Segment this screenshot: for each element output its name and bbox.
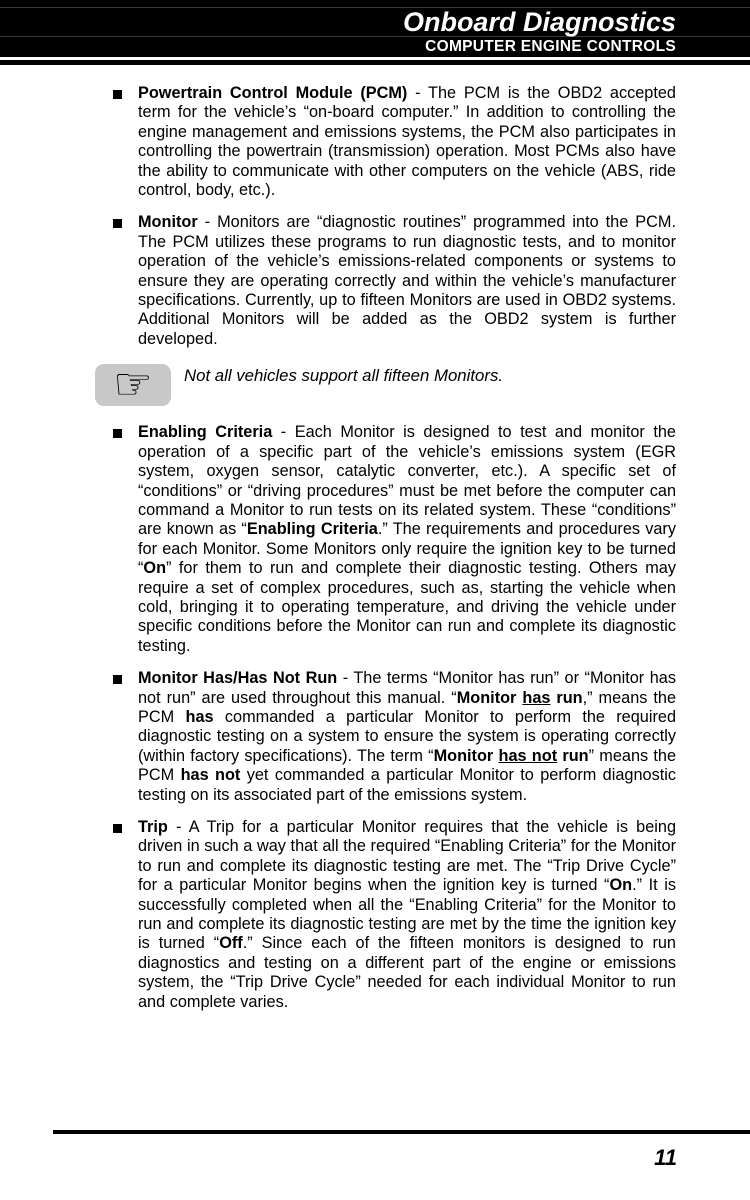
bullet-square-icon [113,219,122,228]
bullet-item-monitor [113,213,676,349]
page-header [0,0,750,57]
bullet-square-icon [113,824,122,833]
bullet-item-enabling-criteria [113,423,676,656]
bullet-item-pcm [113,84,676,200]
page-content [0,65,750,1012]
bullet-square-icon [113,429,122,438]
page-title: Onboard Diagnostics [402,6,676,37]
bullet-square-icon [113,675,122,684]
header-title-row [0,8,750,37]
bullet-text-monitor: Monitor - Monitors are “diagnostic routines” programmed into the PCM. The PCM utilizes these programs to run diagnostic tests, and to monitor operation of the vehicle’s emissions-related components or systems to ensure they are operating correctly and within the vehicle’s manufacturer specifications. Currently, up to fifteen Monitors are used in OBD2 systems. Additional Monitors will be added as the OBD2 system is further developed. [138,213,676,348]
bullet-text-monitor-has-run: Monitor Has/Has Not Run - The terms “Monitor has run” or “Monitor has not run” are used throughout this manual. “Monitor has run,” means the PCM has commanded a particular Monitor to perform the required diagnostic testing on a system to ensure the system is operating correctly (within factory specifications). The term “Monitor has not run” means the PCM has not yet commanded a particular Monitor to perform diagnostic testing on its associated part of the emissions system. [138,669,677,804]
header-subtitle-row [0,37,750,57]
bullet-text-trip: Trip - A Trip for a particular Monitor requires that the vehicle is being driven in such a way that all the required “Enabling Criteria” for the Monitor to run and complete its diagnostic testing are met. The “Trip Drive Cycle” for a particular Monitor begins when the ignition key is turned “On.” It is successfully completed when all the “Enabling Criteria” for the Monitor to run and complete its diagnostic testing are met by the time the ignition key is turned “Off.” Since each of the fifteen monitors is designed to run diagnostics and testing on a different part of the engine or emissions system, the “Trip Drive Cycle” needed for each individual Monitor to run and complete varies. [138,818,677,1011]
page-subtitle: COMPUTER ENGINE CONTROLS [425,38,676,55]
note [95,364,676,406]
page-number: 11 [654,1145,677,1170]
footer-rule [53,1130,750,1134]
bullet-item-trip [113,818,676,1012]
bullet-square-icon [113,90,122,99]
pointing-hand-icon [95,364,171,406]
bullet-text-enabling-criteria: Enabling Criteria - Each Monitor is designed to test and monitor the operation of a specific part of the vehicle’s emissions system (EGR system, oxygen sensor, catalytic converter, etc.). A specific set of “conditions” or “driving procedures” must be met before the computer can command a Monitor to run tests on its related system. These “conditions” are known as “Enabling Criteria.” The requirements and procedures vary for each Monitor. Some Monitors only require the ignition key to be turned “On” for them to run and complete their diagnostic testing. Others may require a set of complex procedures, such as, starting the vehicle when cold, bringing it to operating temperature, and driving the vehicle under specific conditions before the Monitor can run and complete its diagnostic testing. [138,423,676,655]
note-text: Not all vehicles support all fifteen Monitors. [184,366,503,386]
pointing-hand-glyph: ☞ [113,364,153,407]
bullet-text-pcm: Powertrain Control Module (PCM) - The PCM is the OBD2 accepted term for the vehicle’s “on-board computer.” In addition to controlling the engine management and emissions systems, the PCM also participates in controlling the powertrain (transmission) operation. Most PCMs also have the ability to communicate with other computers on the vehicle (ABS, ride control, body, etc.). [138,84,676,200]
bullet-item-monitor-has-run [113,669,676,805]
